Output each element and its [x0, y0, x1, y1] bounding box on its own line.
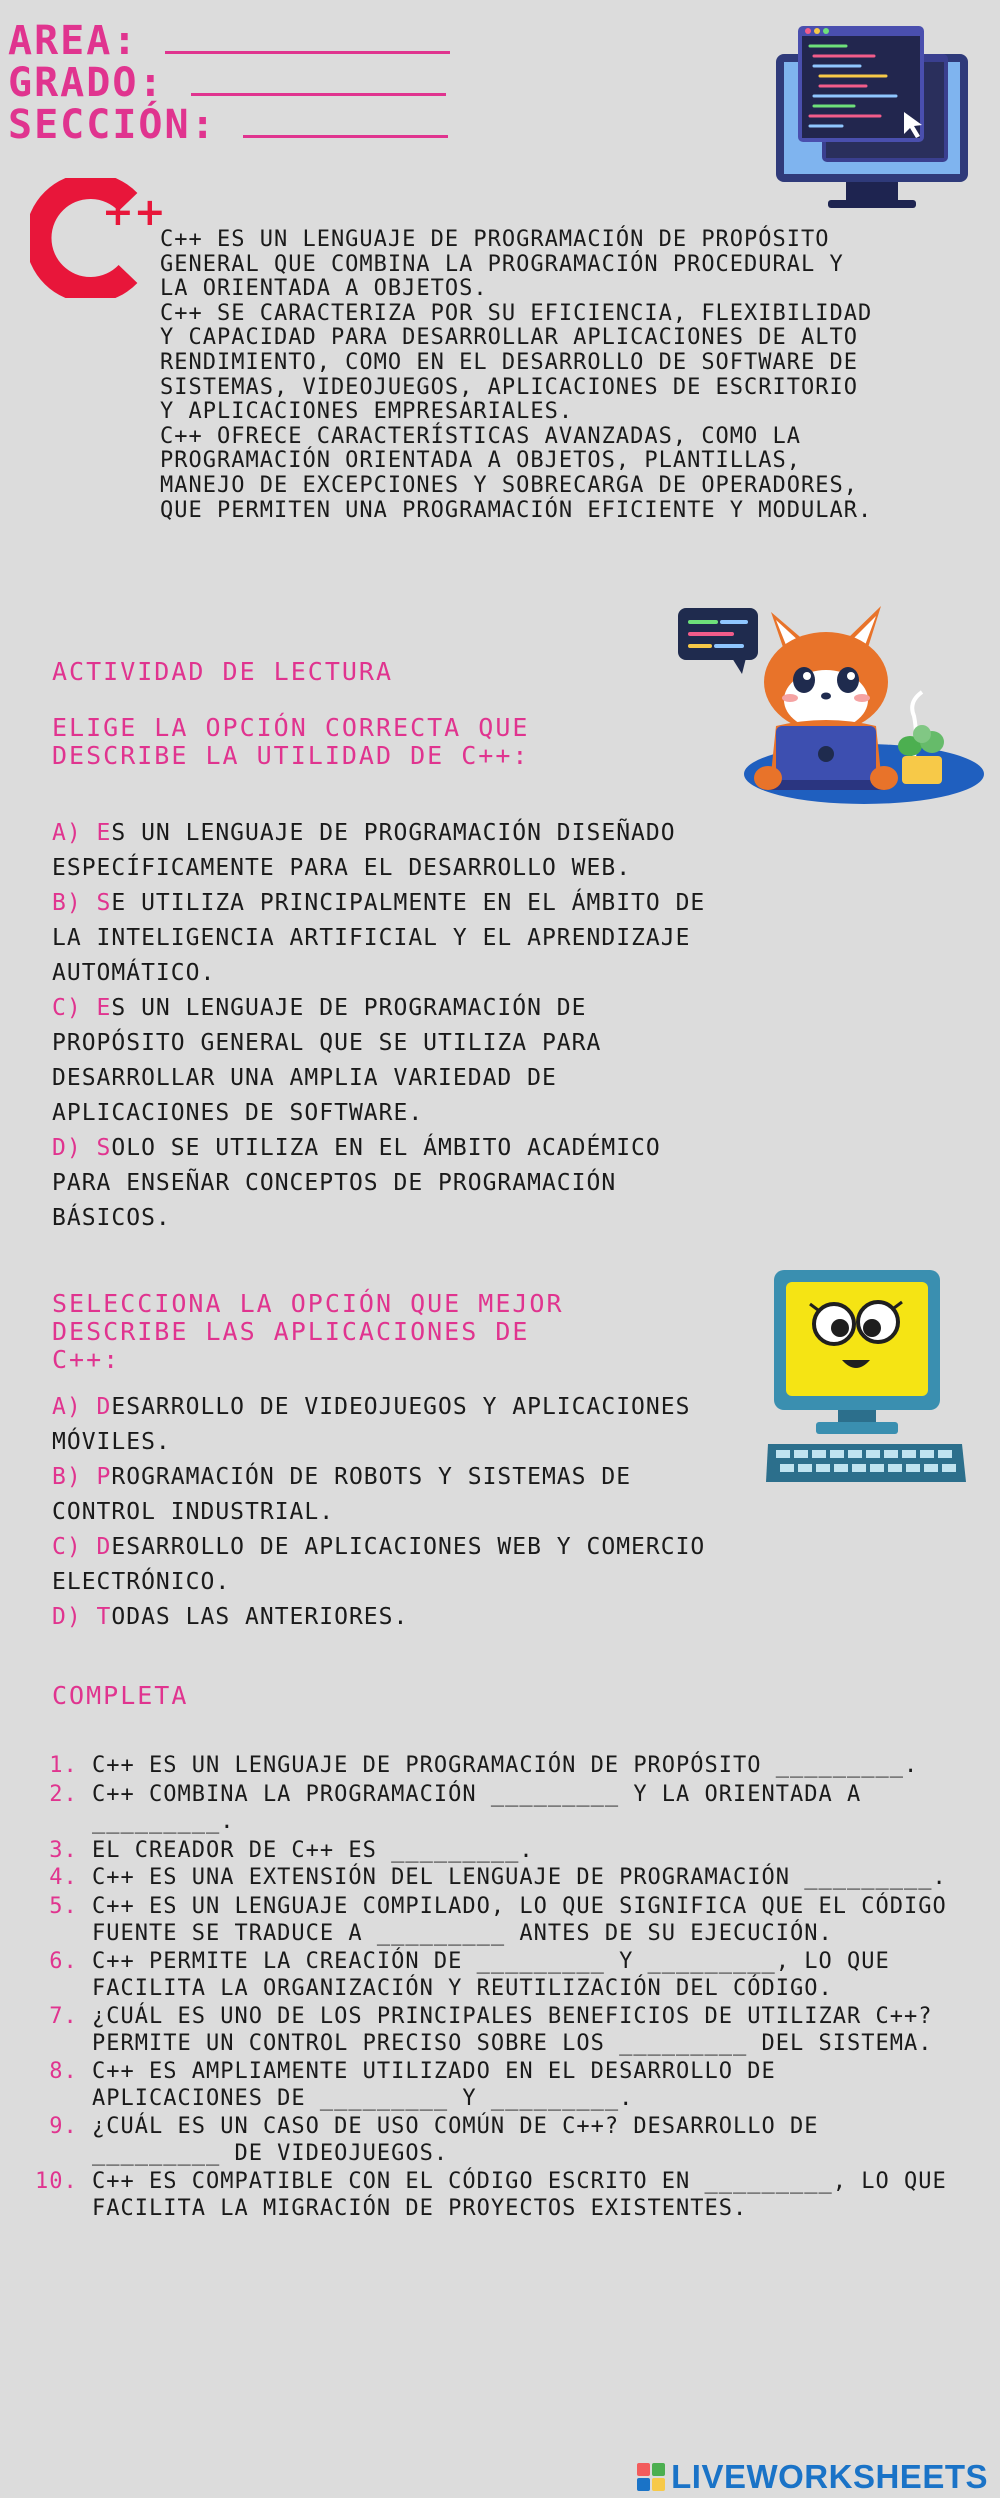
option-text: E UTILIZA PRINCIPALMENTE EN EL ÁMBITO DE LA INTELIGENCIA ARTIFICIAL Y EL APRENDIZAJE AUTOMÁTICO.	[52, 890, 706, 986]
option-d[interactable]	[52, 1131, 712, 1236]
complete-item[interactable]: 6. C++ PERMITE LA CREACIÓN DE _________ Y _________, LO QUE FACILITA LA ORGANIZACIÓN Y REUTILIZACIÓN DEL CÓDIGO.	[92, 1948, 952, 2003]
area-label: AREA:	[8, 18, 139, 64]
option-d[interactable]	[52, 1600, 712, 1635]
seccion-field	[8, 102, 448, 148]
option-c[interactable]	[52, 991, 712, 1131]
option-letter: C) E	[52, 995, 112, 1021]
complete-item[interactable]: 8. C++ ES AMPLIAMENTE UTILIZADO EN EL DESARROLLO DE APLICACIONES DE _________ Y _________.	[92, 2058, 952, 2113]
intro-paragraph: C++ SE CARACTERIZA POR SU EFICIENCIA, FLEXIBILIDAD Y CAPACIDAD PARA DESARROLLAR APLICACIONES DE ALTO RENDIMIENTO, COMO EN EL DESARROLLO DE SOFTWARE DE SISTEMAS, VIDEOJUEGOS, APLICACIONES DE ESCRITORIO Y APLICACIONES EMPRESARIALES.	[160, 300, 873, 425]
complete-item[interactable]: 5. C++ ES UN LENGUAJE COMPILADO, LO QUE SIGNIFICA QUE EL CÓDIGO FUENTE SE TRADUCE A _________ ANTES DE SU EJECUCIÓN.	[92, 1893, 952, 1948]
complete-list	[52, 1752, 952, 2223]
option-letter: C) D	[52, 1534, 112, 1560]
complete-item[interactable]: 9. ¿CUÁL ES UN CASO DE USO COMÚN DE C++? DESARROLLO DE _________ DE VIDEOJUEGOS.	[92, 2113, 952, 2168]
liveworksheets-brand[interactable]	[637, 2458, 988, 2496]
question-2-options	[52, 1390, 712, 1635]
intro-paragraph: C++ OFRECE CARACTERÍSTICAS AVANZADAS, COMO LA PROGRAMACIÓN ORIENTADA A OBJETOS, PLANTILLAS, MANEJO DE EXCEPCIONES Y SOBRECARGA DE OPERADORES, QUE PERMITEN UNA PROGRAMACIÓN EFICIENTE Y MODULAR.	[160, 423, 873, 523]
grado-label: GRADO:	[8, 60, 165, 106]
option-text: ESARROLLO DE APLICACIONES WEB Y COMERCIO ELECTRÓNICO.	[52, 1534, 706, 1595]
option-letter: B) S	[52, 890, 112, 916]
grado-field	[8, 60, 446, 106]
option-letter: D) S	[52, 1135, 112, 1161]
option-a[interactable]	[52, 1390, 712, 1460]
complete-item[interactable]: 4. C++ ES UNA EXTENSIÓN DEL LENGUAJE DE PROGRAMACIÓN _________.	[92, 1864, 952, 1892]
question-1-options	[52, 816, 712, 1236]
area-blank[interactable]	[165, 21, 450, 54]
option-letter: A) E	[52, 820, 112, 846]
cpp-logo-plus: ++	[102, 190, 166, 234]
fox-laptop-illustration	[676, 596, 986, 810]
complete-item[interactable]: 7. ¿CUÁL ES UNO DE LOS PRINCIPALES BENEFICIOS DE UTILIZAR C++? PERMITE UN CONTROL PRECISO SOBRE LOS _________ DEL SISTEMA.	[92, 2003, 952, 2058]
complete-title: COMPLETA	[52, 1681, 189, 1710]
option-text: S UN LENGUAJE DE PROGRAMACIÓN DE PROPÓSITO GENERAL QUE SE UTILIZA PARA DESARROLLAR UNA AMPLIA VARIEDAD DE APLICACIONES DE SOFTWARE.	[52, 995, 602, 1126]
option-letter: A) D	[52, 1394, 112, 1420]
intro-paragraph: C++ ES UN LENGUAJE DE PROGRAMACIÓN DE PROPÓSITO GENERAL QUE COMBINA LA PROGRAMACIÓN PROCEDURAL Y LA ORIENTADA A OBJETOS.	[160, 227, 844, 302]
retro-computer-illustration	[766, 1268, 966, 1488]
activity-title: ACTIVIDAD DE LECTURA	[52, 657, 394, 686]
option-b[interactable]	[52, 886, 712, 991]
computer-screens-icon	[776, 24, 968, 208]
complete-item[interactable]: 1. C++ ES UN LENGUAJE DE PROGRAMACIÓN DE PROPÓSITO _________.	[92, 1752, 952, 1780]
complete-item[interactable]: 2. C++ COMBINA LA PROGRAMACIÓN _________ Y LA ORIENTADA A _________.	[92, 1781, 952, 1836]
brand-name: LIVEWORKSHEETS	[671, 2458, 988, 2495]
area-field	[8, 18, 450, 64]
intro-text	[160, 228, 880, 523]
option-text: ODAS LAS ANTERIORES.	[111, 1604, 409, 1630]
complete-item[interactable]: 3. EL CREADOR DE C++ ES _________.	[92, 1837, 952, 1865]
option-c[interactable]	[52, 1530, 712, 1600]
option-text: ROGRAMACIÓN DE ROBOTS Y SISTEMAS DE CONTROL INDUSTRIAL.	[52, 1464, 632, 1525]
option-letter: D) T	[52, 1604, 112, 1630]
option-b[interactable]	[52, 1460, 712, 1530]
option-a[interactable]	[52, 816, 712, 886]
option-text: OLO SE UTILIZA EN EL ÁMBITO ACADÉMICO PARA ENSEÑAR CONCEPTOS DE PROGRAMACIÓN BÁSICOS.	[52, 1135, 661, 1231]
grado-blank[interactable]	[191, 63, 446, 96]
question-1-prompt: ELIGE LA OPCIÓN CORRECTA QUE DESCRIBE LA UTILIDAD DE C++:	[52, 713, 530, 770]
cpp-logo-icon	[30, 178, 166, 298]
option-letter: B) P	[52, 1464, 112, 1490]
seccion-label: SECCIÓN:	[8, 102, 217, 148]
seccion-blank[interactable]	[243, 105, 448, 138]
option-text: ESARROLLO DE VIDEOJUEGOS Y APLICACIONES MÓVILES.	[52, 1394, 691, 1455]
complete-item[interactable]: 10. C++ ES COMPATIBLE CON EL CÓDIGO ESCRITO EN _________, LO QUE FACILITA LA MIGRACIÓN DE PROYECTOS EXISTENTES.	[92, 2168, 952, 2223]
option-text: S UN LENGUAJE DE PROGRAMACIÓN DISEÑADO ESPECÍFICAMENTE PARA EL DESARROLLO WEB.	[52, 820, 676, 881]
question-2-prompt: SELECCIONA LA OPCIÓN QUE MEJOR DESCRIBE LAS APLICACIONES DE C++:	[52, 1289, 564, 1374]
liveworksheets-logo-icon	[637, 2463, 665, 2491]
